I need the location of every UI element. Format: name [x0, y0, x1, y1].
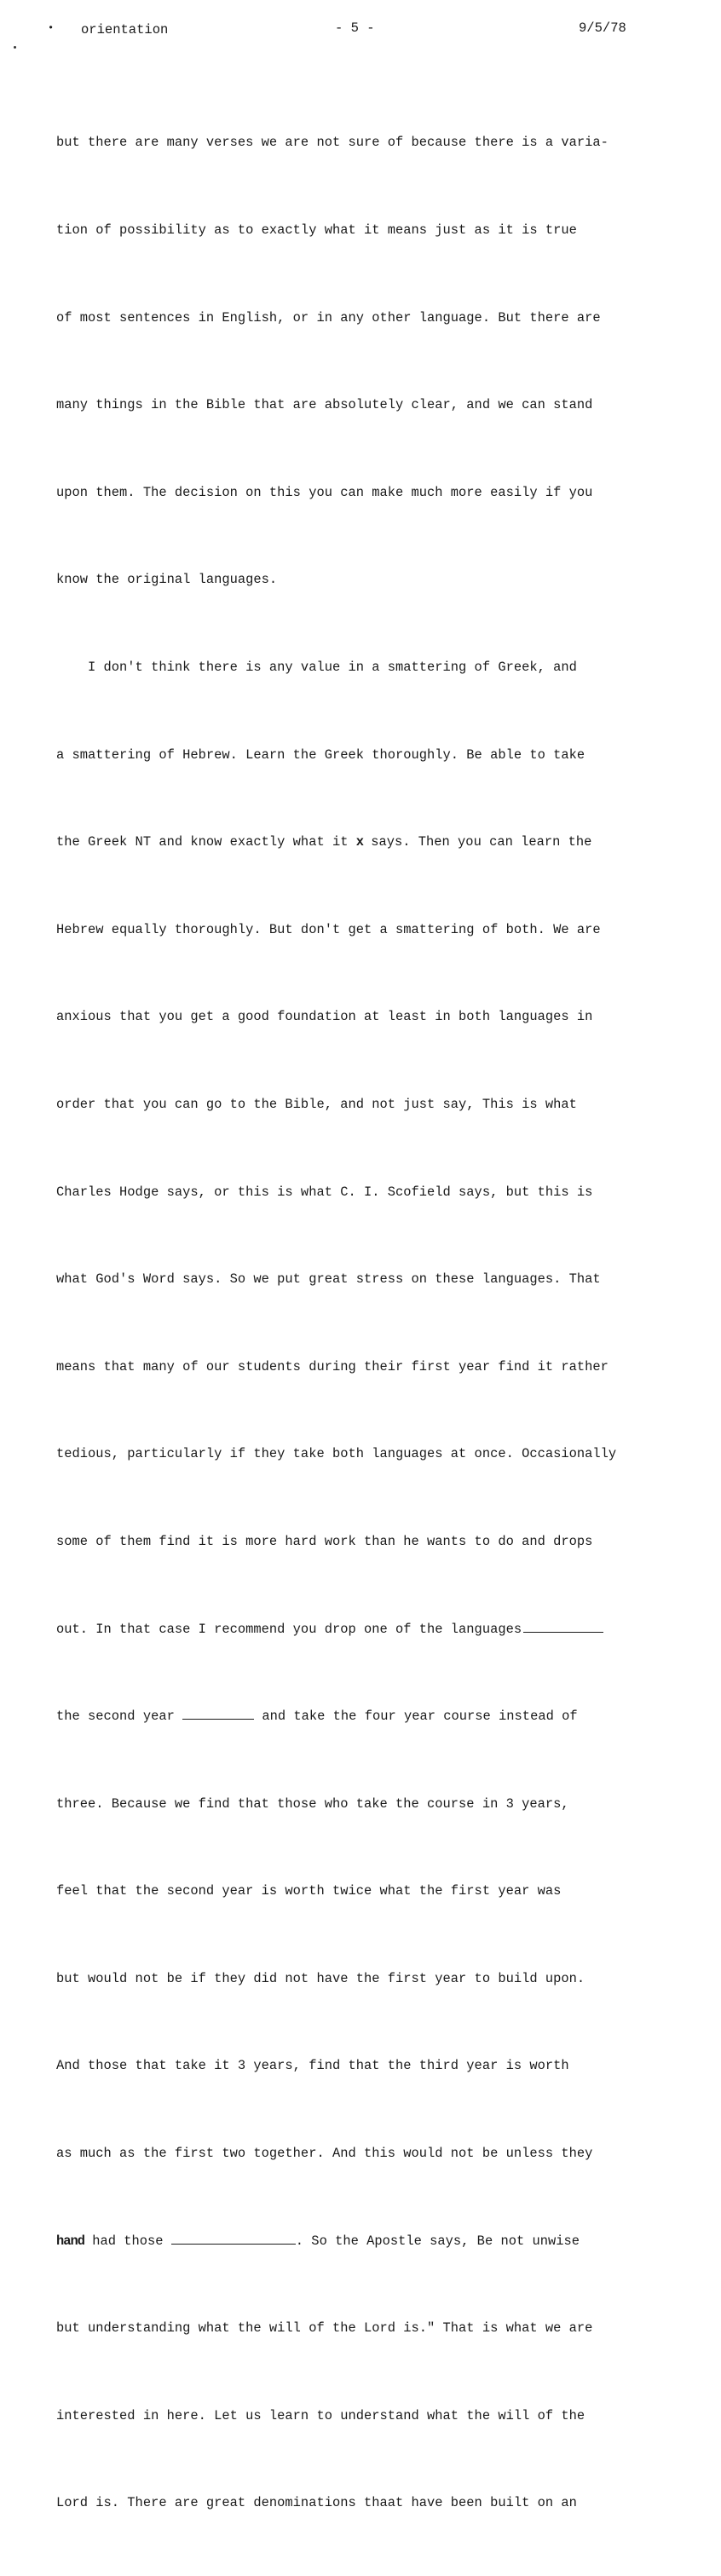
text-line	[56, 2227, 704, 2256]
text-line	[56, 1615, 704, 1644]
text-line	[56, 827, 704, 856]
text-line: I don't think there is any value in a smattering of Greek, and	[56, 659, 577, 675]
text-segment: out. In that case I recommend you drop one of the languages	[56, 1621, 522, 1637]
text-segment: . So the Apostle says, Be not unwise	[295, 2233, 580, 2249]
text-line	[56, 1702, 704, 1731]
text-line: Lord is. There are great denominations thaat have been built on an	[56, 2495, 577, 2511]
text-line: as much as the first two together. And this would not be unless they	[56, 2146, 593, 2162]
text-segment: had those	[92, 2233, 164, 2249]
text-line: means that many of our students during their first year find it rather	[56, 1358, 609, 1374]
text-line: And those that take it 3 years, find that the third year is worth	[56, 2058, 569, 2074]
struck-character: x	[355, 834, 363, 850]
text-line: many things in the Bible that are absolutely clear, and we can stand	[56, 397, 593, 413]
text-line: a smattering of Hebrew. Learn the Greek thoroughly. Be able to take	[56, 746, 585, 763]
text-line: but understanding what the will of the Lord is." That is what we are	[56, 2320, 593, 2337]
text-line: Charles Hodge says, or this is what C. I. Scofield says, but this is	[56, 1184, 593, 1200]
text-line: upon them. The decision on this you can make much more easily if you	[56, 484, 593, 500]
text-line: Hebrew equally thoroughly. But don't get a smattering of both. We are	[56, 921, 601, 937]
text-line: tedious, particularly if they take both languages at once. Occasionally	[56, 1446, 617, 1462]
stray-dot	[14, 46, 16, 49]
text-line: some of them find it is more hard work than he wants to do and drops	[56, 1533, 593, 1549]
header-date: 9/5/78	[579, 20, 626, 36]
text-line: but there are many verses we are not sure of because there is a varia-	[56, 135, 609, 151]
header-bullet: •	[48, 22, 55, 34]
blank-underline	[182, 1707, 254, 1720]
header-title: orientation	[81, 22, 169, 37]
text-line: anxious that you get a good foundation at least in both languages in	[56, 1009, 593, 1025]
text-line: order that you can go to the Bible, and not just say, This is what	[56, 1096, 577, 1112]
text-line: but would not be if they did not have the first year to build upon.	[56, 1970, 585, 1986]
blank-underline	[171, 2232, 296, 2245]
text-line: what God's Word says. So we put great stress on these languages. That	[56, 1271, 601, 1288]
text-line: interested in here. Let us learn to understand what the will of the	[56, 2407, 585, 2423]
page-header	[0, 20, 721, 41]
struck-word: hand	[56, 2233, 84, 2249]
text-line: know the original languages.	[56, 572, 278, 588]
text-segment: and take the four year course instead of	[254, 1709, 578, 1725]
text-line: three. Because we find that those who take the course in 3 years,	[56, 1795, 569, 1812]
text-line: of most sentences in English, or in any other language. But there are	[56, 309, 601, 326]
text-segment: the Greek NT and know exactly what it	[56, 834, 349, 850]
body-text	[56, 70, 704, 2576]
blank-underline	[523, 1620, 603, 1633]
text-segment: the second year	[56, 1709, 175, 1725]
text-segment: says. Then you can learn the	[362, 834, 592, 850]
text-line: feel that the second year is worth twice what the first year was	[56, 1883, 562, 1899]
page-number: - 5 -	[335, 20, 375, 36]
text-line: tion of possibility as to exactly what it means just as it is true	[56, 222, 577, 238]
